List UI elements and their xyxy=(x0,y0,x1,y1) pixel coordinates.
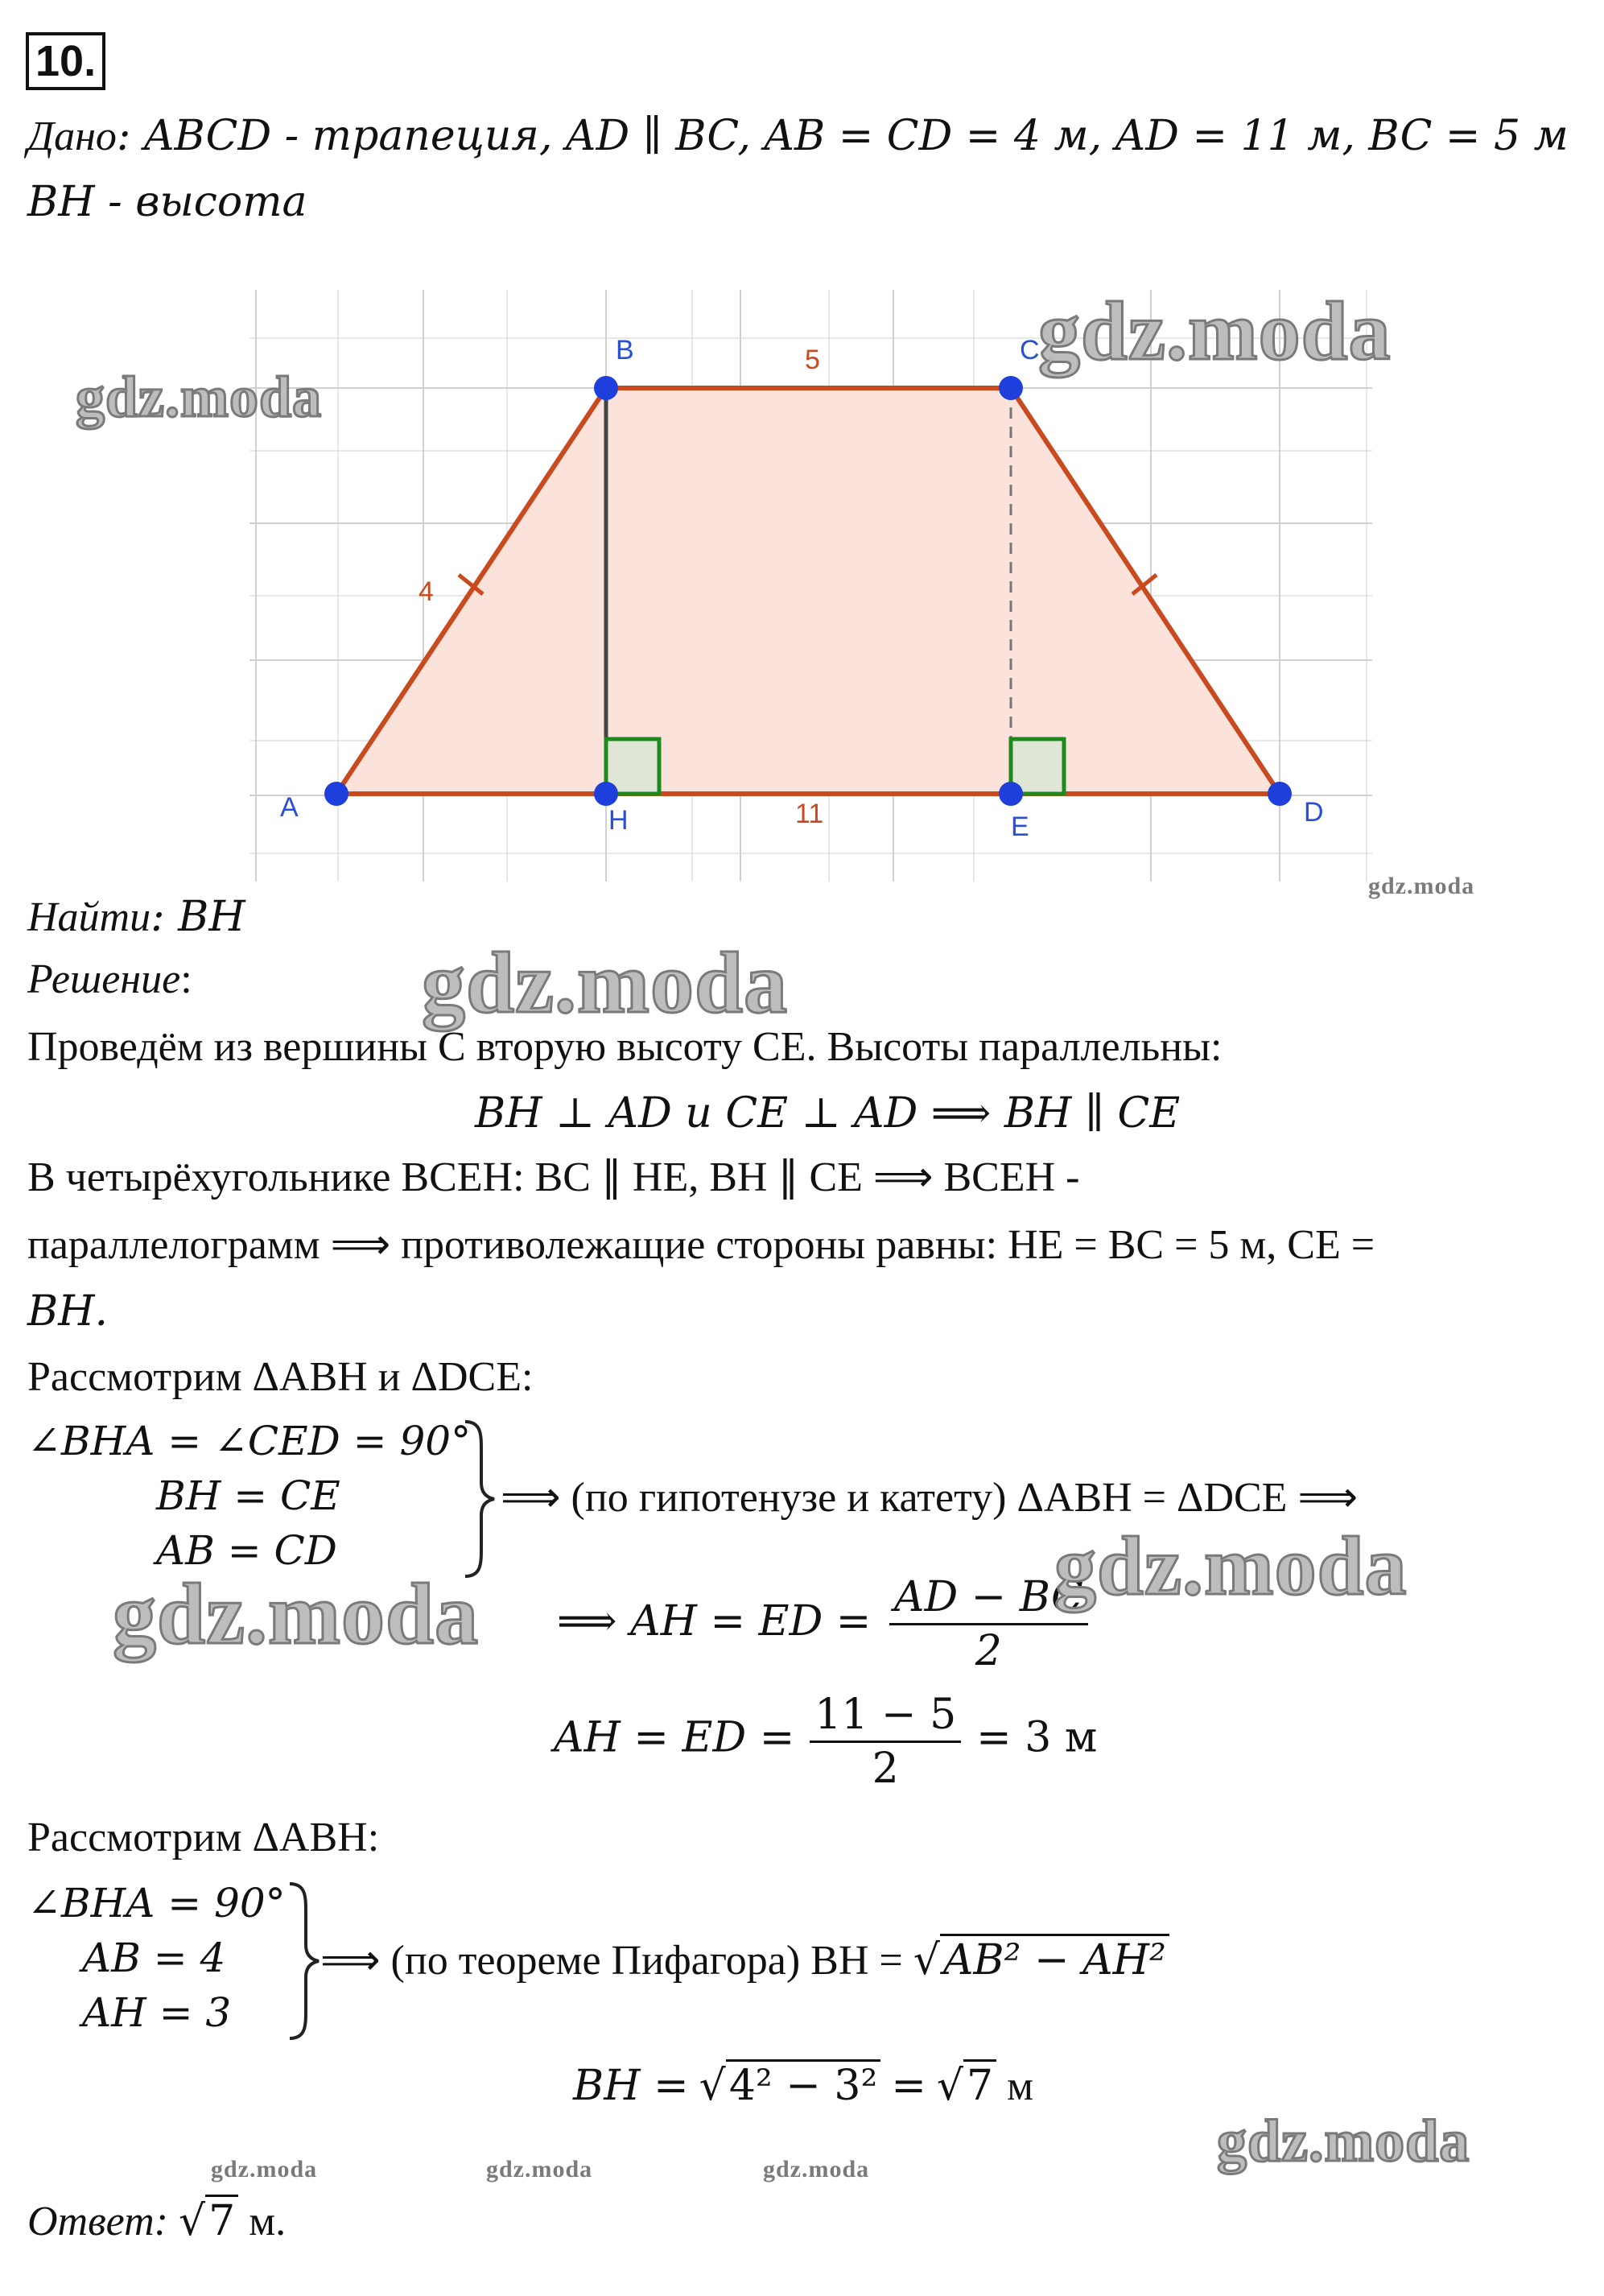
answer-unit: м. xyxy=(249,2199,287,2244)
problem-number: 10. xyxy=(26,32,105,90)
final-radicand: 4² − 3² xyxy=(726,2059,881,2110)
ah-prefix: ⟹ AH = ED = xyxy=(557,1597,872,1646)
solution-label: Решение xyxy=(27,956,181,1002)
calc-prefix: AH = ED = xyxy=(554,1713,795,1762)
system-2-result xyxy=(320,1935,1169,1986)
calc-denominator: 2 xyxy=(872,1745,899,1793)
answer-root: 7 xyxy=(205,2195,238,2245)
watermark: gdz.moda xyxy=(1217,2108,1470,2174)
final-sqrt: √4² − 3² xyxy=(699,2061,881,2111)
label-b: B xyxy=(616,335,634,365)
solution-line-1: Проведём из вершины C вторую высоту CE. Высоты параллельны: xyxy=(27,1024,1223,1070)
system-1-eq-2: BH = CE xyxy=(156,1472,340,1519)
solution-line-4: параллелограмм ⟹ противолежащие стороны равны: HE = BC = 5 м, CE = xyxy=(27,1222,1375,1268)
pythagoras-prefix: ⟹ (по теореме Пифагора) BH = xyxy=(320,1938,903,1984)
system-2-eq-2: AB = 4 xyxy=(82,1935,226,1981)
solution-line-3: В четырёхугольнике BCEH: BC ∥ HE, BH ∥ CE ⟹ BCEH - xyxy=(27,1154,1080,1200)
label-d: D xyxy=(1304,797,1324,828)
watermark: gdz.moda xyxy=(763,2156,870,2182)
brace-2 xyxy=(283,1881,324,2042)
label-side-bc: 5 xyxy=(805,345,820,375)
system-1-eq-3: AB = CD xyxy=(156,1527,337,1574)
point-c xyxy=(999,376,1023,400)
point-d xyxy=(1268,782,1292,806)
system-2-eq-1: ∠BHA = 90° xyxy=(27,1880,286,1926)
final-root: 7 xyxy=(963,2059,996,2110)
label-a: A xyxy=(280,792,299,823)
trapezoid-figure xyxy=(249,290,1376,886)
solution-colon: : xyxy=(180,956,192,1002)
ah-numerator: AD − BC xyxy=(889,1571,1088,1625)
final-mid: = xyxy=(891,2062,926,2110)
ah-formula xyxy=(557,1571,1093,1677)
watermark: gdz.moda xyxy=(76,365,323,429)
find-line xyxy=(27,892,245,943)
solution-line-6: Рассмотрим ΔABH и ΔDCE: xyxy=(27,1354,534,1400)
point-a xyxy=(324,782,348,806)
given-label: Дано xyxy=(27,114,117,159)
label-e: E xyxy=(1011,811,1029,842)
find-value: : BH xyxy=(151,893,245,941)
final-unit: м xyxy=(1007,2063,1034,2109)
given-line-2 xyxy=(27,177,307,228)
final-root-sqrt: √7 xyxy=(937,2061,996,2111)
pythagoras-radicand: AB² − AH² xyxy=(940,1934,1169,1984)
brace-1 xyxy=(459,1418,499,1580)
watermark: gdz.moda xyxy=(211,2156,318,2182)
solution-line-7: Рассмотрим ΔABH: xyxy=(27,1815,380,1860)
given-height: BH - высота xyxy=(27,178,307,226)
point-e xyxy=(999,782,1023,806)
watermark: gdz.moda xyxy=(113,1567,480,1662)
watermark: gdz.moda xyxy=(1054,1520,1408,1613)
label-c: C xyxy=(1020,335,1040,365)
calc-numerator: 11 − 5 xyxy=(810,1689,961,1743)
solution-line-2: BH ⊥ AD и CE ⊥ AD ⟹ BH ∥ CE xyxy=(475,1089,1181,1138)
solution-heading xyxy=(27,955,192,1005)
given-conditions: : ABCD - трапеция, AD ∥ BC, AB = CD = 4 м, AD = 11 м, BC = 5 м xyxy=(116,112,1569,160)
ah-calc xyxy=(554,1689,1097,1794)
find-label: Найти xyxy=(27,894,151,940)
system-1-eq-1: ∠BHA = ∠CED = 90° xyxy=(27,1418,472,1464)
watermark: gdz.moda xyxy=(486,2156,593,2182)
watermark: gdz.moda xyxy=(1368,873,1475,899)
system-1-result: ⟹ (по гипотенузе и катету) ΔABH = ΔDCE ⟹ xyxy=(501,1475,1358,1521)
label-h: H xyxy=(608,805,629,836)
watermark: gdz.moda xyxy=(422,935,789,1031)
calc-fraction xyxy=(810,1689,961,1794)
solution-line-5: BH. xyxy=(27,1287,109,1336)
given-line-1 xyxy=(27,111,1569,162)
system-2 xyxy=(27,1876,286,2040)
answer-label: Ответ: xyxy=(27,2199,168,2244)
system-2-eq-3: AH = 3 xyxy=(82,1989,232,2036)
answer-line xyxy=(27,2196,286,2247)
final-calc xyxy=(573,2061,1033,2112)
pythagoras-sqrt: √AB² − AH² xyxy=(913,1935,1169,1985)
system-1 xyxy=(27,1414,471,1578)
answer-sqrt: √7 xyxy=(179,2196,238,2246)
calc-result: = 3 м xyxy=(976,1713,1098,1762)
final-prefix: BH = xyxy=(573,2062,689,2110)
point-b xyxy=(594,376,618,400)
point-h xyxy=(594,782,618,806)
label-side-ad: 11 xyxy=(795,799,824,829)
label-side-ab: 4 xyxy=(419,576,434,607)
watermark: gdz.moda xyxy=(1038,285,1392,378)
ah-denominator: 2 xyxy=(975,1627,1002,1675)
